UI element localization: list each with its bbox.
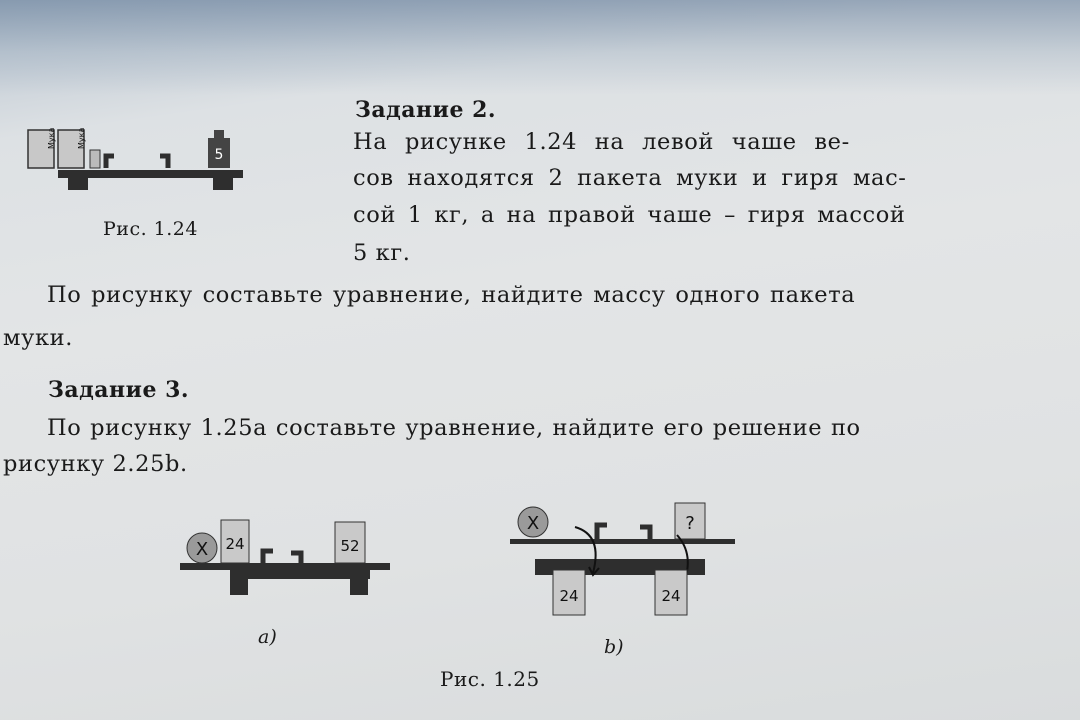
figure-b-label: b) [604, 636, 624, 658]
figure-a-label: a) [258, 626, 277, 648]
task-2-line-1: На рисунке 1.24 на левой чаше ве- [353, 129, 850, 155]
task-2-line-4: 5 кг. [353, 240, 411, 266]
bag-question-label: ? [685, 513, 695, 534]
small-weight [90, 150, 100, 168]
task-3-line-1: По рисунку 1.25a составьте уравнение, найдите его решение по [47, 415, 861, 441]
bag-24-right-label: 24 [661, 587, 681, 605]
task-2-line-6: муки. [3, 325, 73, 351]
scale-figure-1-25b [505, 495, 745, 625]
task-3-title: Задание 3. [48, 377, 190, 403]
bag-label-2: Мука [77, 127, 86, 149]
x-label-b: X [526, 513, 540, 534]
task-2-line-3: сой 1 кг, а на правой чаше – гиря массой [353, 202, 906, 228]
bag-label-1: Мука [47, 127, 56, 149]
bag-24-left-label: 24 [559, 587, 579, 605]
task-3-line-2: рисунку 2.25b. [3, 451, 188, 477]
figure-caption-1-25: Рис. 1.25 [440, 667, 540, 691]
task-2-line-5: По рисунку составьте уравнение, найдите массу одного пакета [47, 282, 856, 308]
weight-label: 5 [214, 147, 224, 163]
bag-24-label: 24 [225, 535, 245, 553]
task-2-title: Задание 2. [355, 97, 497, 123]
figure-caption-1-24: Рис. 1.24 [103, 218, 198, 240]
bag-52-label: 52 [340, 537, 360, 555]
task-2-line-2: сов находятся 2 пакета муки и гиря мас- [353, 165, 907, 191]
scale-figure-1-25a [175, 505, 415, 605]
x-label: X [195, 539, 209, 560]
scale-figure-1-24 [18, 118, 258, 198]
page-shadow [0, 0, 1080, 95]
